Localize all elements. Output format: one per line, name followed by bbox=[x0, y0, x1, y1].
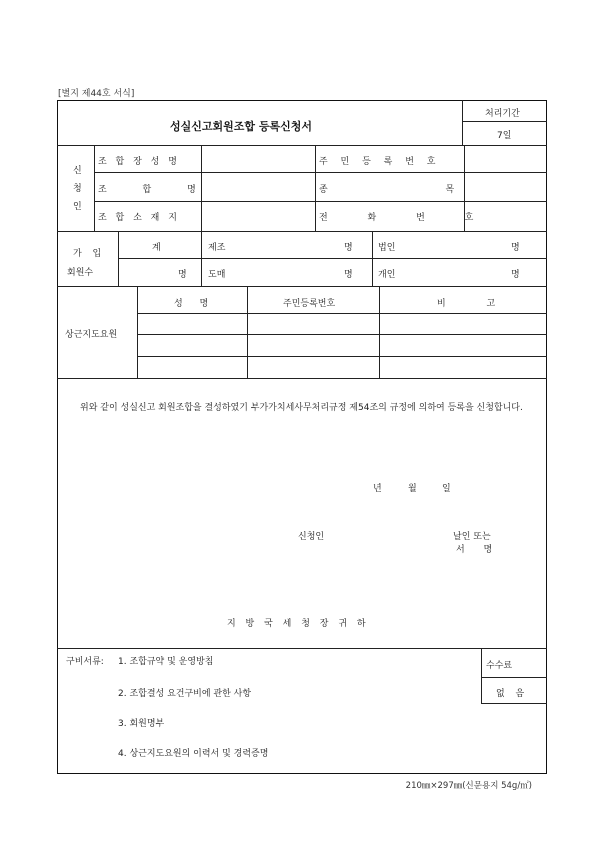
form-title: 성실신고회원조합 등록신청서 bbox=[170, 120, 312, 133]
attachment-item: 4. 상근지도요원의 이력서 및 경력증명 bbox=[118, 749, 269, 759]
applicant-signature-label: 신청인 bbox=[298, 532, 325, 542]
members-label-2: 회원수 bbox=[67, 268, 94, 278]
date-year: 년 bbox=[373, 484, 382, 494]
union-head-name-label: 조 합 장 성 명 bbox=[98, 157, 177, 167]
resident-number-label: 주 민 등 록 번 호 bbox=[319, 157, 436, 167]
business-type-label: 종 목 bbox=[319, 185, 455, 195]
recipient-label: 지 방 국 세 청 장 귀 하 bbox=[227, 619, 366, 629]
seal-or-signature-label-2: 서 명 bbox=[456, 545, 493, 555]
advisor-remarks-header: 비 고 bbox=[437, 299, 496, 309]
applicant-label-1: 신 bbox=[73, 166, 82, 176]
applicant-label-2: 청 bbox=[73, 184, 82, 194]
advisor-label: 상근지도요원 bbox=[65, 330, 118, 340]
wholesale-unit: 명 bbox=[344, 270, 353, 280]
attachments-heading: 구비서류: bbox=[66, 657, 104, 667]
individual-label: 개인 bbox=[378, 270, 396, 280]
wholesale-label: 도매 bbox=[208, 270, 226, 280]
form-number-label: [별지 제44호 서식] bbox=[58, 89, 135, 99]
application-statement: 위와 같이 성실신고 회원조합을 결성하였기 부가가치세사무처리규정 제54조의 규정에 의하여 등록을 신청합니다. bbox=[80, 403, 523, 413]
processing-period-value: 7일 bbox=[497, 131, 512, 141]
manufacturing-unit: 명 bbox=[344, 243, 353, 253]
fee-value: 없 음 bbox=[496, 689, 525, 699]
advisor-resident-number-header: 주민등록번호 bbox=[283, 299, 336, 309]
date-month: 월 bbox=[408, 484, 417, 494]
phone-number-label: 전 화 번 호 bbox=[319, 213, 474, 223]
attachment-item: 2. 조합결성 요건구비에 관한 사항 bbox=[118, 689, 252, 699]
fee-label: 수수료 bbox=[486, 661, 513, 671]
corporation-unit: 명 bbox=[511, 243, 520, 253]
processing-period-label: 처리기간 bbox=[485, 109, 520, 119]
advisor-name-header: 성 명 bbox=[174, 299, 209, 309]
attachment-item: 1. 조합규약 및 운영방침 bbox=[118, 657, 214, 667]
seal-or-signature-label-1: 날인 또는 bbox=[453, 532, 491, 542]
applicant-label-3: 인 bbox=[73, 202, 82, 212]
date-day: 일 bbox=[442, 484, 451, 494]
members-total-label: 계 bbox=[152, 243, 161, 253]
corporation-label: 법인 bbox=[378, 243, 396, 253]
union-address-label: 조 합 소 재 지 bbox=[98, 213, 177, 223]
paper-spec-footer: 210㎜×297㎜(신문용지 54g/㎡) bbox=[405, 781, 532, 791]
union-name-label: 조 합 명 bbox=[98, 185, 196, 195]
attachment-item: 3. 회원명부 bbox=[118, 719, 165, 729]
manufacturing-label: 제조 bbox=[208, 243, 226, 253]
individual-unit: 명 bbox=[511, 270, 520, 280]
members-total-unit: 명 bbox=[178, 270, 187, 280]
members-label-1: 가 입 bbox=[73, 249, 102, 259]
